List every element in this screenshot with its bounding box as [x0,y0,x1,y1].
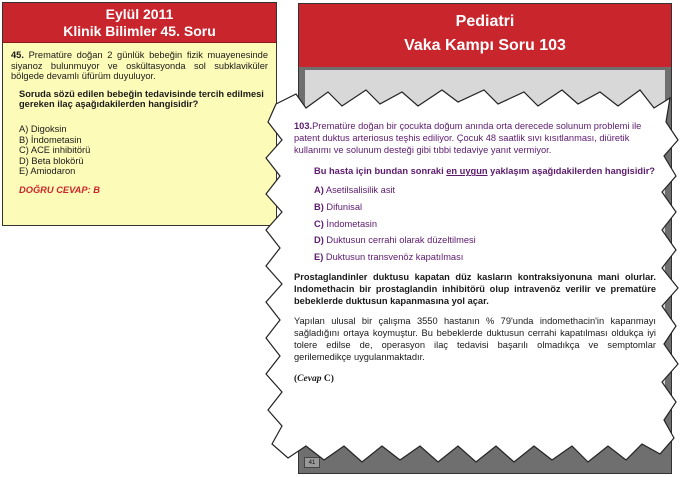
left-option-b: B) İndometasin [19,134,82,145]
callout-option-e [314,251,656,263]
left-option-e: E) Amiodaron [19,166,76,177]
left-question-ask: Soruda sözü edilen bebeğin tedavisinde tercih edilmesi gereken ilaç aşağıdakilerden hangisidir? [19,88,264,110]
callout-question-number: 103. [294,121,313,131]
callout-ask-underlined: en uygun [446,166,488,177]
callout-option-text: İndometasin [323,218,378,229]
callout-option-text: Duktusun transvenöz kapatılması [323,251,464,262]
callout-option-text: Duktusun cerrahi olarak düzeltilmesi [323,235,476,246]
callout-option-letter: E) [314,251,324,262]
callout-explanation: Prostaglandinler duktusu kapatan düz kasların kontraksiyonuna mani olurlar. Indomethacin bir prostaglandin inhibitörü olup intravenöz verilir ve prematüre bebeklerde duktusun kapanmasına yol açar. [294,271,656,307]
left-card-header [3,3,276,43]
callout-options-list [314,184,656,262]
callout-answer-open: ( [294,373,298,384]
callout-option-letter: A) [314,185,324,196]
callout-option-letter: D) [314,235,324,246]
callout-answer-close: C) [321,373,334,384]
page-number: 41 [304,457,320,468]
right-page-header [299,4,671,67]
callout-option-letter: B) [314,201,324,212]
zoom-callout [262,82,680,466]
callout-option-d [314,234,656,246]
callout-option-letter: C) [314,218,324,229]
left-question-card [2,2,277,226]
left-header-title: Klinik Bilimler 45. Soru [63,23,216,39]
callout-option-c [314,218,656,230]
callout-option-text: Asetilsalisilik asit [323,185,396,196]
left-option-c: C) ACE inhibitörü [19,145,91,156]
callout-option-a [314,184,656,196]
callout-question-ask [314,165,656,177]
callout-question-text: Prematüre doğan bir çocukta doğum anında orta derecede solunum problemi ile patent duktus arteriosus teşhis ediliyor. Çocuk 48 saatlik sıvı kısıtlanması, diüretik kullanımı ve solunum desteği gibi tıbbi tedaviye yanıt vermiyor. [294,121,642,156]
left-header-date: Eylül 2011 [105,6,174,22]
callout-content [294,120,656,385]
callout-question-stem [294,120,656,156]
right-header-title: Vaka Kampı Soru 103 [404,37,566,54]
left-question-stem [11,50,268,82]
left-options-list [11,124,268,177]
callout-answer [294,373,656,385]
left-correct-answer: DOĞRU CEVAP: B [19,184,100,195]
right-header-subject: Pediatri [455,13,515,30]
callout-paragraph: Yapılan ulusal bir çalışma 3550 hastanın % 79'unda indomethacin'in kapanmayı sağladığını ortaya koymuştur. Bu bebeklerde duktusun cerrahi kapatılması oldukça iyi tolere edilse de, operasyon ilaç tedavisi başarılı olmadıkça ve semptomlar gerilemedikçe uygulanmaktadır. [294,316,656,363]
callout-ask-part2: yaklaşım aşağıdakilerden hangisidir? [487,166,655,177]
callout-ask-part1: Bu hasta için bundan sonraki [314,166,447,177]
left-option-d: D) Beta blokörü [19,155,84,166]
left-card-body [3,43,276,196]
left-question-number: 45. [11,50,24,60]
left-option-a: A) Digoksin [19,123,67,134]
callout-option-text: Difunisal [323,201,363,212]
left-question-text: Prematüre doğan 2 günlük bebeğin fizik muayenesinde siyanoz bulunmuyor ve oskültasyonda sol subklaviküler bölgede devamlı üfürüm duyuluyor. [11,50,268,82]
callout-option-b [314,201,656,213]
callout-answer-word: Cevap [297,373,322,384]
